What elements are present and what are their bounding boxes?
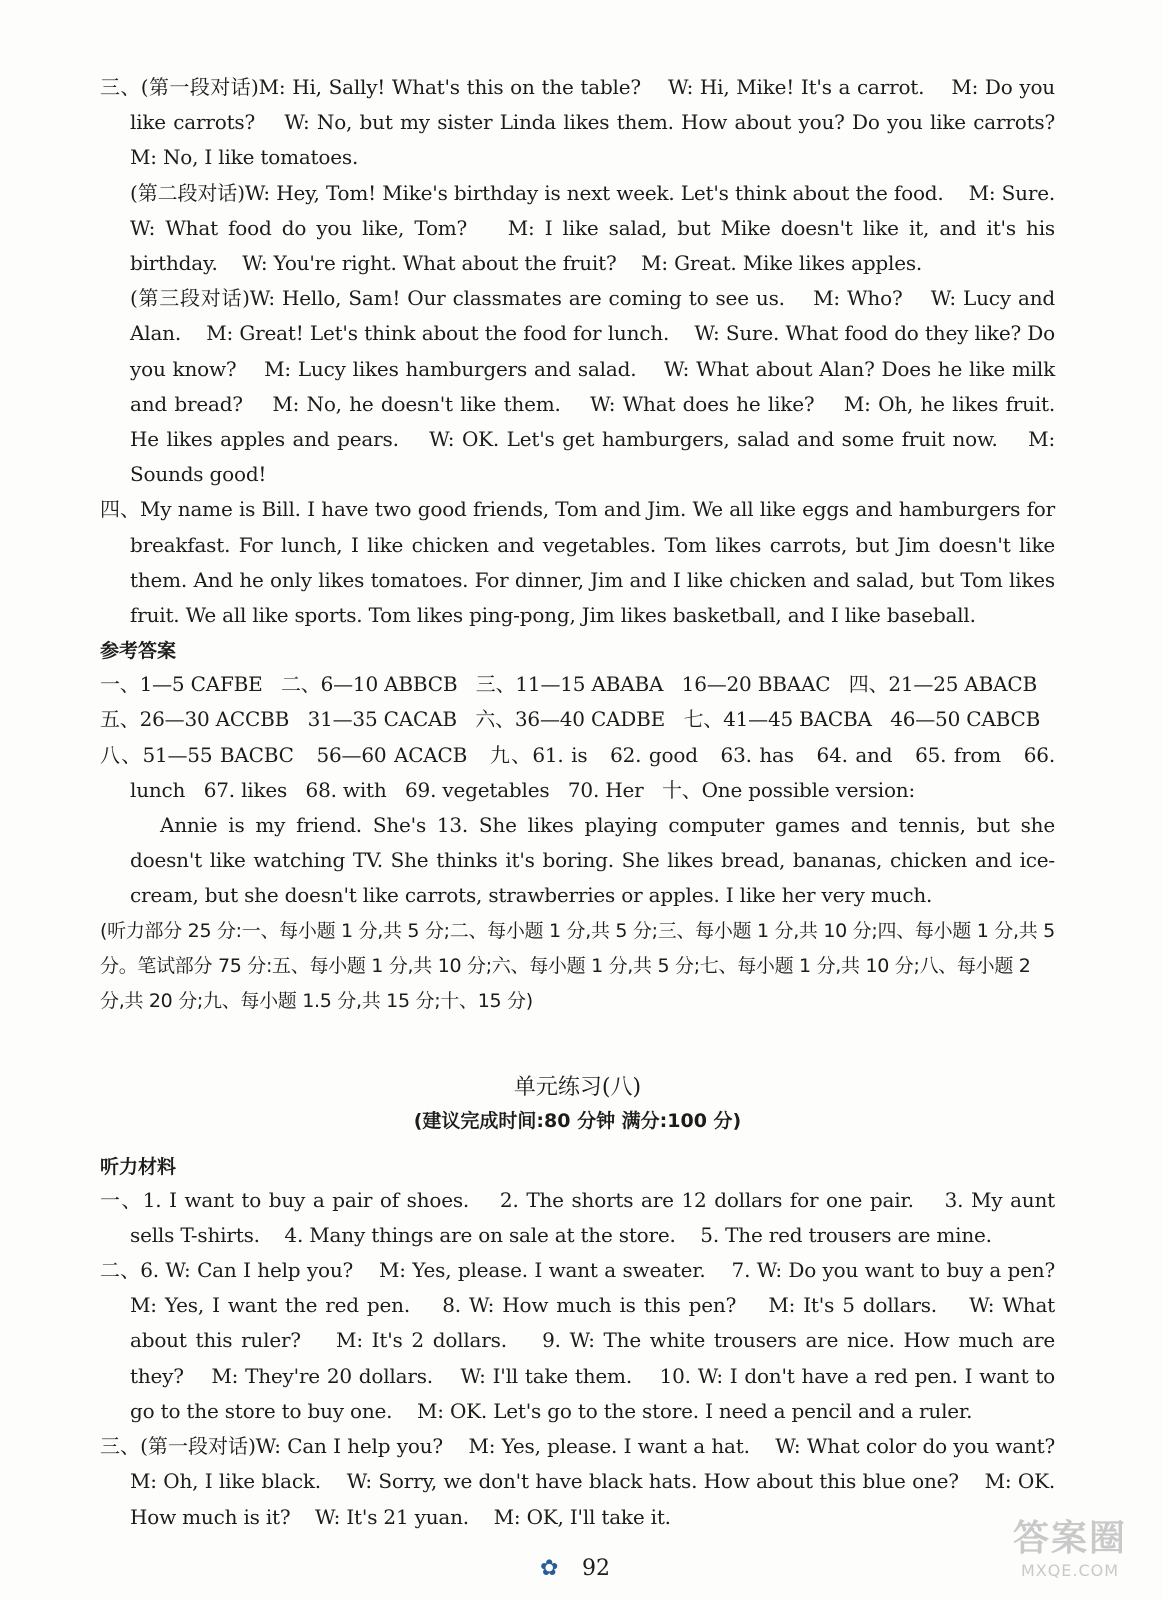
answers-line-3: 八、51—55 BACBC 56—60 ACACB 九、61. is 62. good 63. has 64. and 65. from 66. lunch 67. likes 68. with 69. vegetables 70. Her 十、One possible version: [100, 742, 1062, 802]
listening-section-2: 二、6. W: Can I help you? M: Yes, please. I want a sweater. 7. W: Do you want to buy a pen? M: Yes, I want the red pen. 8. W: How much is this pen? M: It's 5 dollars. W: What about this ruler? M: It's 2 dollars. 9. W: The white trousers are nice. How much are they? M: They're 20 dollars. W: I'll take them. 10. W: I don't have a red pen. I want to go to the store to buy one. M: OK. Let's go to the store. I need a pencil and a ruler. [100, 1258, 1080, 1423]
answers-heading: 参考答案 [100, 640, 177, 663]
passage-4: 四、My name is Bill. I have two good friends, Tom and Jim. We all like eggs and hamburgers for breakfast. For lunch, I like chicken and vegetables. Tom likes carrots, but Jim doesn't like them. And he only likes tomatoes. For dinner, Jim and I like chicken and salad, but Tom likes fruit. We all like sports. Tom likes ping-pong, Jim likes basketball, and I like baseball. [100, 497, 1062, 628]
watermark-text: 答案圈 [1012, 1518, 1127, 1559]
page-footer [540, 1548, 630, 1588]
page-number: 92 [582, 1555, 610, 1581]
watermark-url: MXQE.COM [1020, 1561, 1120, 1580]
page-content [100, 70, 1080, 1535]
flower-icon: ✿ [540, 1556, 559, 1581]
listening-section-1: 一、1. I want to buy a pair of shoes. 2. The shorts are 12 dollars for one pair. 3. My aunt sells T-shirts. 4. Many things are on sale at the store. 5. The red trousers are mine. [100, 1187, 1062, 1247]
listening-heading: 听力材料 [100, 1155, 177, 1178]
watermark-logo [995, 1510, 1145, 1590]
answers-line-2: 五、26—30 ACCBB 31—35 CACAB 六、36—40 CADBE 七、41—45 BACBA 46—50 CABCB [100, 707, 1041, 732]
unit-subtitle: (建议完成时间:80 分钟 满分:100 分) [413, 1109, 742, 1132]
answers-essay: Annie is my friend. She's 13. She likes playing computer games and tennis, but she doesn't like watching TV. She thinks it's boring. She likes bread, bananas, chicken and ice-cream, but she doesn't like carrots, strawberries or apples. I like her very much. [130, 813, 1062, 908]
dialogue-3-3: (第三段对话)W: Hello, Sam! Our classmates are coming to see us. M: Who? W: Lucy and Alan. M: Great! Let's think about the food for lunch. W: Sure. What food do they like? Do you know? M: Lucy likes hamburgers and salad. W: What about Alan? Does he like milk and bread? M: No, he doesn't like them. W: What does he like? M: Oh, he likes fruit. He likes apples and pears. W: OK. Let's get hamburgers, salad and some fruit now. M: Sounds good! [130, 286, 1062, 487]
listening-section-3: 三、(第一段对话)W: Can I help you? M: Yes, please. I want a hat. W: What color do you want? M: Oh, I like black. W: Sorry, we don't have black hats. How about this blue one? M: OK. How much is it? W: It's 21 yuan. M: OK, I'll take it. [100, 1434, 1080, 1529]
unit-title: 单元练习(八) [513, 1074, 642, 1100]
scoring-note: (听力部分 25 分:一、每小题 1 分,共 5 分;二、每小题 1 分,共 5 分;三、每小题 1 分,共 10 分;四、每小题 1 分,共 5 分。笔试部分 75 分:五、每小题 1 分,共 10 分;六、每小题 1 分,共 5 分;七、每小题 1 分,共 10 分;八、每小题 2 分,共 20 分;九、每小题 1.5 分,共 15 分;十、15 分) [100, 919, 1055, 1012]
dialogue-3-2: (第二段对话)W: Hey, Tom! Mike's birthday is next week. Let's think about the food. M: Sure. W: What food do you like, Tom? M: I like salad, but Mike doesn't like it, and it's his birthday. W: You're right. What about the fruit? M: Great. Mike likes apples. [130, 180, 1080, 276]
answers-line-1: 一、1—5 CAFBE 二、6—10 ABBCB 三、11—15 ABABA 16—20 BBAAC 四、21—25 ABACB [100, 672, 1038, 697]
dialogue-3-1: 三、(第一段对话)M: Hi, Sally! What's this on the table? W: Hi, Mike! It's a carrot. M: Do you like carrots? W: No, but my sister Linda likes them. How about you? Do you like carrots? M: No, I like tomatoes. [100, 75, 1080, 170]
